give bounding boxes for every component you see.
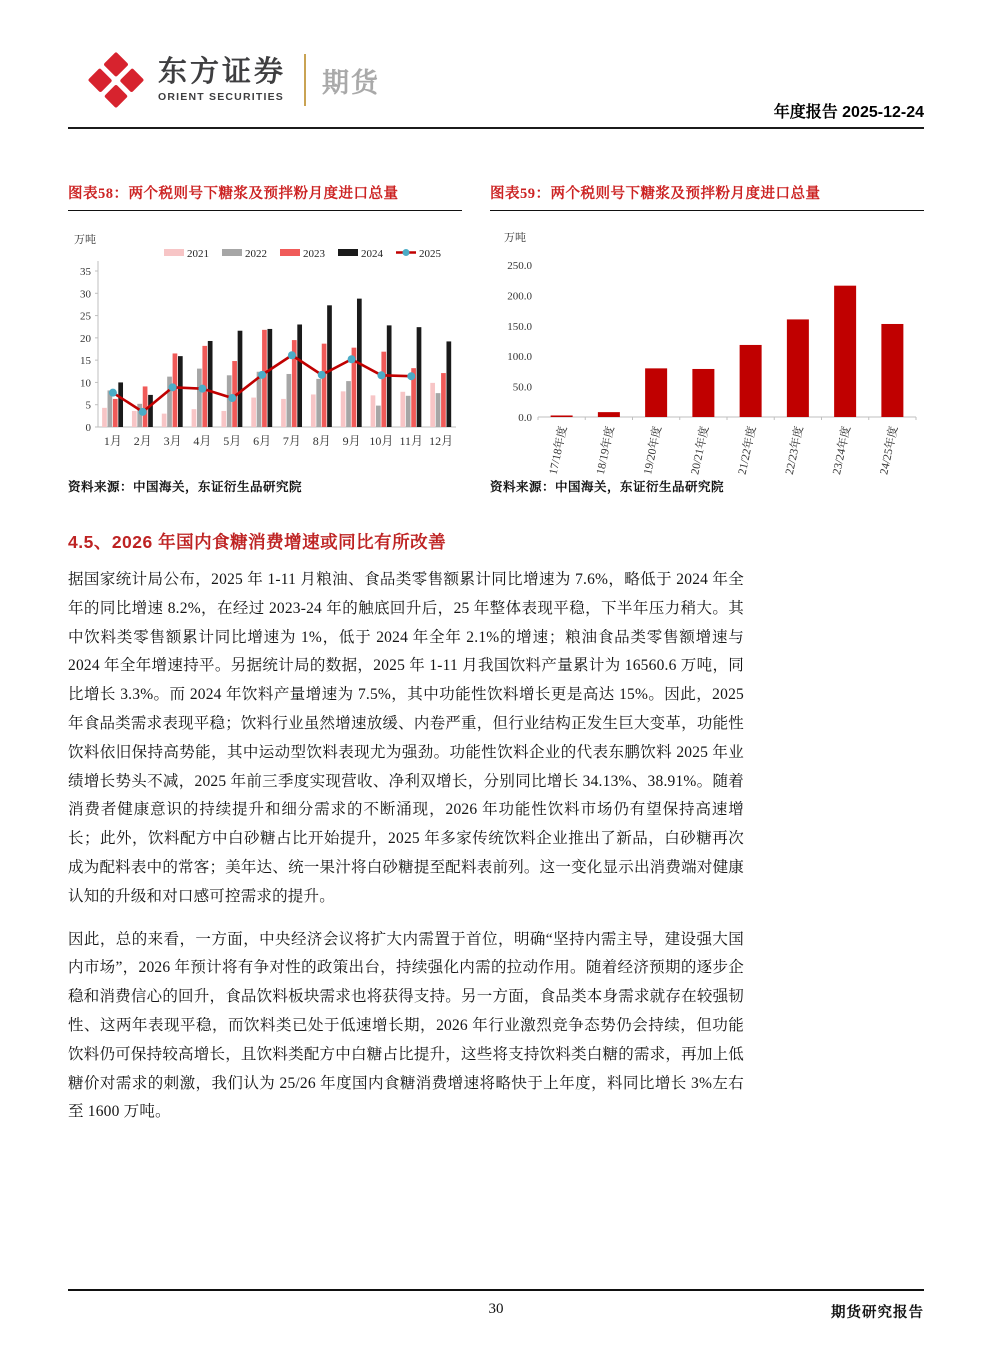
report-type-and-date xyxy=(774,99,924,122)
svg-text:35: 35 xyxy=(80,266,91,278)
svg-text:17/18年度: 17/18年度 xyxy=(547,425,570,476)
svg-text:250.0: 250.0 xyxy=(507,260,532,272)
svg-text:2023: 2023 xyxy=(303,248,325,260)
svg-text:8月: 8月 xyxy=(312,434,331,448)
figure-58 xyxy=(68,182,462,495)
svg-text:7月: 7月 xyxy=(282,434,301,448)
brand-text xyxy=(158,57,286,103)
brand-divider xyxy=(304,54,306,106)
report-type: 年度报告 xyxy=(773,104,838,121)
svg-text:6月: 6月 xyxy=(253,434,272,448)
svg-text:100.0: 100.0 xyxy=(507,351,532,364)
figure-59-source: 资料来源：中国海关，东证衍生品研究院 xyxy=(490,480,725,494)
figure-58-chart xyxy=(68,211,462,477)
svg-text:150.0: 150.0 xyxy=(507,320,532,333)
figure-58-title: 图表58：两个税则号下糖浆及预拌粉月度进口总量 xyxy=(68,182,462,211)
svg-text:20/21年度: 20/21年度 xyxy=(689,425,712,476)
svg-text:5月: 5月 xyxy=(223,434,242,448)
figure-58-source: 资料来源：中国海关，东证衍生品研究院 xyxy=(68,480,303,494)
svg-text:万吨: 万吨 xyxy=(504,232,526,244)
svg-text:1月: 1月 xyxy=(103,434,122,448)
figure-59 xyxy=(490,182,924,495)
svg-text:20: 20 xyxy=(80,332,91,345)
footer-divider xyxy=(68,1289,924,1291)
svg-text:25: 25 xyxy=(80,310,91,323)
brand-product-tag: 期货 xyxy=(322,67,381,98)
orient-securities-logo-icon xyxy=(88,52,144,108)
svg-text:2025: 2025 xyxy=(419,248,441,260)
header-divider xyxy=(68,127,924,129)
report-date: 2025-12-24 xyxy=(842,104,924,121)
page-number: 30 xyxy=(488,1301,504,1317)
footer-label: 期货研究报告 xyxy=(831,1305,924,1321)
logo-diamond-shape xyxy=(88,52,145,109)
svg-text:200.0: 200.0 xyxy=(507,290,532,303)
svg-text:2月: 2月 xyxy=(133,434,152,448)
svg-text:万吨: 万吨 xyxy=(74,234,96,246)
paragraph-1: 据国家统计局公布，2025 年 1-11 月粮油、食品类零售额累计同比增速为 7.6%，略低于 2024 年全年的同比增速 8.2%，在经过 2023-24 年的触底回升后，25 年整体表现平稳，下半年压力稍大。其中饮料类零售额累计同比增速为 1%，低于 2024 年全年 2.1%的增速；粮油食品类零售额增速与 2024 年全年增速持平。另据统计局的数据，2025 年 1-11 月我国饮料产量累计为 16560.6 万吨，同比增长 3.3%。而 2024 年饮料产量增速为 7.5%，其中功能性饮料增长更是高达 15%。因此，2025 年食品类需求表现平稳；饮料行业虽然增速放缓、内卷严重，但行业结构正发生巨大变革，功能性饮料依旧保持高势能，其中运动型饮料表现尤为强劲。功能性饮料企业的代表东鹏饮料 2025 年业绩增长势头不减，2025 年前三季度实现营收、净利双增长，分别同比增长 34.13%、38.91%。随着消费者健康意识的持续提升和细分需求的不断涌现，2026 年功能性饮料市场仍有望保持高速增长；此外，饮料配方中白砂糖占比开始提升，2025 年多家传统饮料企业推出了新品，白砂糖再次成为配料表中的常客；美年达、统一果汁将白砂糖提至配料表前列。这一变化显示出消费端对健康认知的升级和对口感可控需求的提升。 xyxy=(68,571,744,905)
svg-text:21/22年度: 21/22年度 xyxy=(736,425,759,476)
svg-text:19/20年度: 19/20年度 xyxy=(642,425,665,476)
svg-text:5: 5 xyxy=(85,399,91,412)
svg-text:2021: 2021 xyxy=(187,248,209,260)
svg-text:0.0: 0.0 xyxy=(518,412,532,424)
svg-text:2024: 2024 xyxy=(361,248,383,260)
brand-block xyxy=(88,52,380,108)
svg-text:18/19年度: 18/19年度 xyxy=(594,425,617,476)
svg-text:12月: 12月 xyxy=(429,434,454,448)
svg-text:23/24年度: 23/24年度 xyxy=(831,425,854,476)
svg-text:22/23年度: 22/23年度 xyxy=(783,425,806,476)
figure-59-title: 图表59：两个税则号下糖浆及预拌粉月度进口总量 xyxy=(490,182,924,211)
brand-name-en: ORIENT SECURITIES xyxy=(158,90,284,103)
crop-year-import-bar-chart xyxy=(490,221,924,483)
paragraph-2: 因此，总的来看，一方面，中央经济会议将扩大内需置于首位，明确“坚持内需主导，建设强大国内市场”，2026 年预计将有争对性的政策出台，持续强化内需的拉动作用。随着经济预期的逐步企稳和消费信心的回升，食品饮料板块需求也将获得支持。另一方面，食品类本身需求就存在较强韧性、这两年表现平稳，而饮料类已处于低速增长期，2026 年行业激烈竞争态势仍会持续，但功能饮料仍可保持较高增长，且饮料类配方中白糖占比提升，这些将支持饮料类白糖的需求，再加上低糖价对需求的刺激，我们认为 25/26 年度国内食糖消费增速将略快于上年度，料同比增长 3%左右至 1600 万吨。 xyxy=(68,930,744,1121)
monthly-import-grouped-bar-chart xyxy=(68,221,462,461)
svg-text:0: 0 xyxy=(85,422,91,434)
svg-text:10: 10 xyxy=(80,377,91,390)
section-heading: 4.5、2026 年国内食糖消费增速或同比有所改善 xyxy=(68,532,447,552)
figures-row xyxy=(68,182,924,495)
svg-text:3月: 3月 xyxy=(163,434,182,448)
body-text xyxy=(68,566,744,1127)
svg-text:15: 15 xyxy=(80,355,91,368)
svg-text:24/25年度: 24/25年度 xyxy=(878,425,901,476)
svg-text:50.0: 50.0 xyxy=(512,381,532,394)
svg-text:30: 30 xyxy=(80,288,91,301)
svg-text:10月: 10月 xyxy=(369,434,394,448)
svg-text:2022: 2022 xyxy=(245,248,267,260)
brand-name-cn: 东方证券 xyxy=(158,56,287,89)
svg-text:9月: 9月 xyxy=(342,434,361,448)
svg-text:11月: 11月 xyxy=(399,434,424,448)
svg-text:4月: 4月 xyxy=(193,434,212,448)
figure-59-chart xyxy=(490,211,924,477)
